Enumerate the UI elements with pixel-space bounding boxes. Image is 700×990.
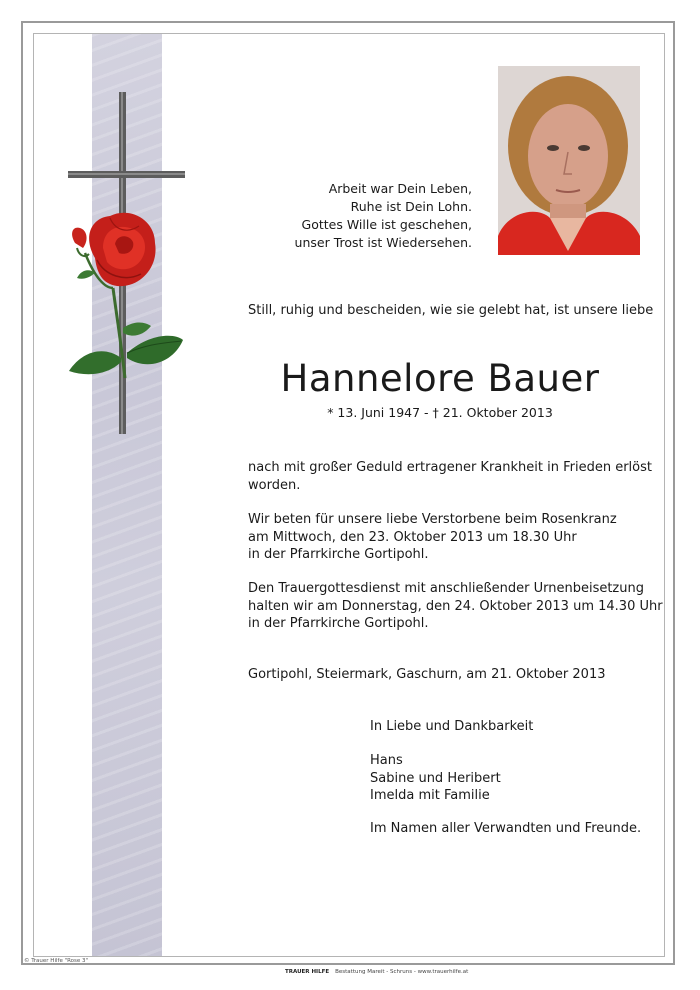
verse-line: unser Trost ist Wiedersehen. [294,235,472,250]
text-line: worden. [248,477,301,493]
rosary-paragraph [248,511,638,564]
life-dates: * 13. Juni 1947 - † 21. Oktober 2013 [327,405,553,420]
text-line: am Mittwoch, den 23. Oktober 2013 um 18.30 Uhr [248,529,577,545]
relatives-line: Im Namen aller Verwandten und Freunde. [370,821,642,836]
memorial-verse [250,180,472,252]
closing-line [370,718,533,736]
place-and-date: Gortipohl, Steiermark, Gaschurn, am 21. Oktober 2013 [248,667,606,682]
footer-brand: TRAUER HILFE [285,969,330,975]
family-member: Hans [370,753,403,768]
verse-line: Gottes Wille ist geschehen, [301,217,472,232]
family-list [370,752,501,805]
family-member: Sabine und Heribert [370,770,501,786]
closing-text: In Liebe und Dankbarkeit [370,719,534,734]
cross-with-rose-icon [55,88,190,438]
verse-line: Arbeit war Dein Leben, [328,181,472,196]
text-line: nach mit großer Geduld ertragener Krankheit in Frieden erlöst [248,460,652,475]
footer-text: Bestattung Mareit - Schruns - www.trauerhilfe.at [335,969,469,975]
text-line: in der Pfarrkirche Gortipohl. [248,616,429,631]
funeral-service-paragraph [248,580,663,633]
text-line: Wir beten für unsere liebe Verstorbene beim Rosenkranz [248,512,617,527]
family-member: Imelda mit Familie [370,788,490,803]
text-line: in der Pfarrkirche Gortipohl. [248,547,429,562]
intro-text: Still, ruhig und bescheiden, wie sie gelebt hat, ist unsere liebe [248,303,654,318]
passing-paragraph [248,459,652,494]
verse-line: Ruhe ist Dein Lohn. [350,199,472,214]
portrait-photo [498,66,640,255]
deceased-name: Hannelore Bauer [280,357,600,400]
footer [285,969,468,975]
image-credit: © Trauer Hilfe "Rose 3" [24,958,89,964]
text-line: Den Trauergottesdienst mit anschließender Urnenbeisetzung [248,581,644,596]
text-line: halten wir am Donnerstag, den 24. Oktober 2013 um 14.30 Uhr [248,598,663,614]
